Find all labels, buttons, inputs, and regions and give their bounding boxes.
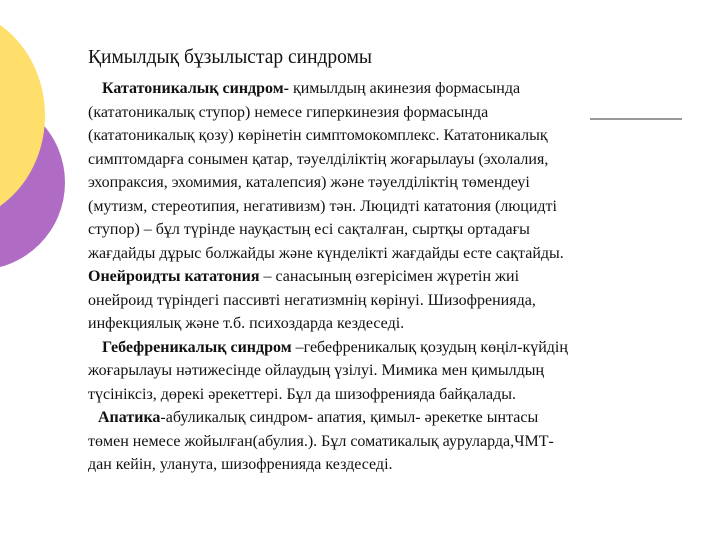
term-catatonic-syndrome: Кататоникалық синдром- xyxy=(102,80,289,97)
text-line: эхопраксия, эхомимия, каталепсия) және тәуелділіктің төмендеуі xyxy=(88,174,530,191)
term-hebephrenic-syndrome: Гебефреникалық синдром xyxy=(102,338,292,356)
term-apathy: Апатика xyxy=(98,409,161,426)
paragraph-apathy-line: Апатика-абуликалық синдром- апатия, қимыл- әрекетке ынтасы xyxy=(98,409,539,426)
paragraph-catatonic-line: Кататоникалық синдром- қимылдың акинезия формасында xyxy=(102,80,521,97)
text-line: (кататоникалық ступор) немесе гиперкинезия формасында xyxy=(88,103,489,121)
text-line: жағдайды дұрыс болжайды және күнделікті жағдайды есте сақтайды. xyxy=(88,244,564,262)
text-line: (кататоникалық қозу) көрінетін симптомокомплекс. Кататоникалық xyxy=(88,127,548,144)
text-line: ступор) – бұл түрінде науқастың есі сақталған, сыртқы ортадағы xyxy=(88,221,530,238)
text-line: симптомдарға сонымен қатар, тәуелділіктің жоғарылауы (эхолалия, xyxy=(88,150,549,168)
text-line: онейроид түріндегі пассивті негатизмнің көрінуі. Шизофренияда, xyxy=(88,291,536,309)
text-line: дан кейін, уланута, шизофренияда кездеседі. xyxy=(88,456,393,473)
text-line: төмен немесе жойылған(абулия.). Бұл соматикалық ауруларда,ЧМТ- xyxy=(88,432,554,450)
text-line: түсініксіз, дөрекі әрекеттері. Бұл да шизофренияда байқалады. xyxy=(88,385,516,403)
text-line: (мутизм, стереотипия, негативизм) тән. Люцидті кататония (люцидті xyxy=(88,197,557,215)
slide-title: Қимылдық бұзылыстар синдромы xyxy=(88,47,373,68)
term-oneiroid-catatonia: Онейроидты кататония xyxy=(88,268,260,285)
slide-body xyxy=(88,77,703,477)
text-line: жоғарылауы нәтижесінде ойлаудың үзілуі. Мимика мен қимылдың xyxy=(88,362,545,379)
text-line: инфекциялық және т.б. психоздарда кездеседі. xyxy=(88,315,405,332)
paragraph-oneiroid-line: Онейроидты кататония – санасының өзгерісімен жүретін жиі xyxy=(88,268,520,285)
paragraph-hebephrenic-line: Гебефреникалық синдром –гебефреникалық қозудың көңіл-күйдің xyxy=(102,338,568,356)
